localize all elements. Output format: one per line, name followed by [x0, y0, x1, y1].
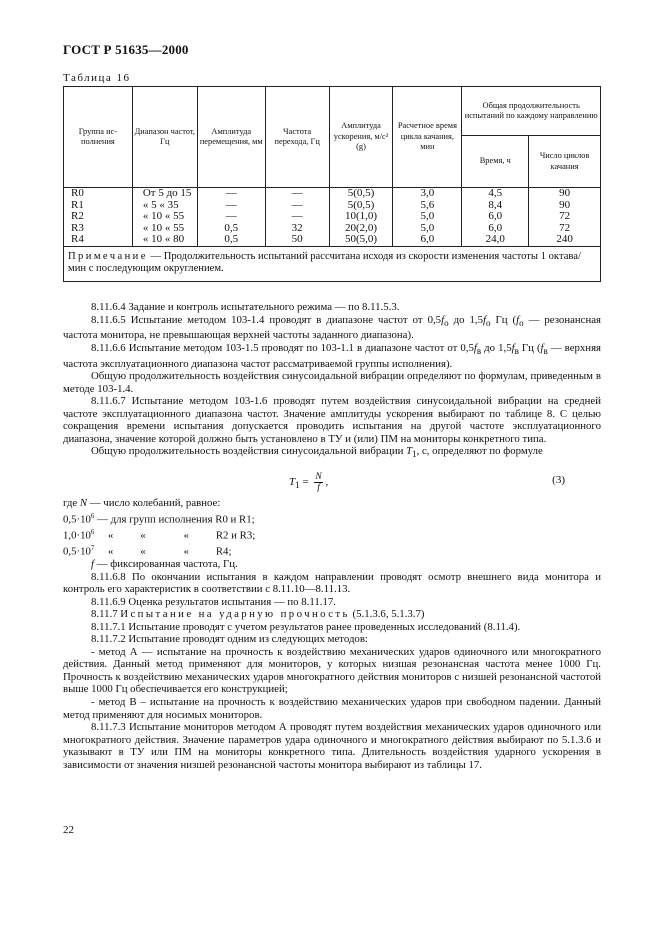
cell: « 10 « 80 — [142, 233, 185, 246]
text-span: — число колебаний, равное: — [87, 497, 221, 510]
standard-code: ГОСТ Р 51635—2000 — [63, 42, 189, 57]
col-cycles — [529, 188, 601, 247]
text-span: до 1,5 — [448, 313, 483, 326]
symbol-f: f — [516, 313, 520, 326]
para-formula-intro — [63, 445, 601, 461]
text-span: Общую продолжительность воздействия синусоидальной вибрации — [91, 445, 407, 458]
cell: 72 — [559, 221, 571, 234]
note-text: — Продолжительность испытаний рассчитана исходя из скорости изменения частоты 1 октава/мин с последующим округлением. — [68, 250, 581, 275]
cell: R3 — [71, 221, 84, 234]
equals-sign: = — [302, 476, 309, 489]
cell: R2 — [71, 210, 84, 223]
cell: 3,0 — [420, 187, 435, 199]
text-span: — для групп исполнения R0 и R1; — [94, 513, 255, 526]
cell: 5,6 — [420, 198, 435, 211]
symbol-f: f — [473, 341, 477, 354]
cell: R4 — [71, 233, 84, 246]
para-8-11-7 — [63, 608, 601, 621]
text-span: 1,0·10 — [63, 529, 91, 542]
subscript: o — [485, 317, 491, 328]
cell: 50 — [291, 233, 303, 246]
cell: 5,0 — [420, 210, 435, 223]
text-span: 0,5·10 — [63, 513, 91, 526]
text-span: , с, определяют по формуле — [416, 445, 543, 458]
text-span: Гц ( — [518, 341, 541, 354]
cell: 90 — [559, 198, 571, 211]
cell: 10(1,0) — [344, 210, 378, 223]
symbol-T: T — [406, 445, 413, 458]
cell: 0,5 — [224, 233, 239, 246]
para-8-11-6-8: 8.11.6.8 По окончании испытания в каждом направлении проводят осмотр внешнего вида монитора и контроль его характеристик в соответствии с 8.11.10—8.11.13. — [63, 570, 601, 596]
text-span: — верхняя частота эксплуатационного диапазона частот рассматриваемой группы исполнения). — [63, 341, 601, 370]
th-cycle-time: Расчетное время цикла качания, мин — [393, 87, 462, 188]
para-8-11-6-5 — [63, 314, 601, 342]
symbol-T: T — [289, 476, 296, 489]
cell: 4,5 — [488, 187, 503, 199]
section-heading: Испытание на ударную прочность — [120, 608, 350, 621]
cell: 20(2,0) — [344, 221, 378, 234]
text-span: « « « R4; — [94, 545, 232, 558]
text-span: « « « R2 и R3; — [94, 529, 256, 542]
cell: — — [291, 187, 303, 199]
subscript: 1 — [295, 480, 300, 491]
para-8-11-7-3: 8.11.7.3 Испытание мониторов методом А проводят путем воздействия механических ударов одиночного или многократного действия. Значение параметров удара одиночного и многократного действия выбирают по 5.1.3.6 и указывают в ТУ или ПМ на мониторы конкретного типа. Длительность воздействия ударного ускорения в зависимости от значения низшей резонансной частоты монитора выбирают из таблицы 17. — [63, 721, 601, 771]
table-note — [64, 246, 601, 281]
cell: 5(0,5) — [347, 187, 375, 199]
th-cycles: Число циклов качания — [529, 136, 601, 188]
cell: R0 — [71, 187, 84, 199]
formula-tail: , — [325, 476, 329, 489]
subscript: в — [476, 345, 482, 356]
cell: 6,0 — [488, 210, 503, 223]
method-a: - метод А — испытание на прочность к воздействию механических ударов одиночного или многократного действия. Данный метод применяют для мониторов, у которых низшая резонансная частота менее 1000 Гц. Прочность к воздействию механических ударов многократного действия мониторов с низшей резонансной частотой выше 1000 Гц обеспечивается его конструкцией; — [63, 645, 601, 696]
para-8-11-7-2: 8.11.7.2 Испытание проводят одним из следующих методов: — [91, 633, 368, 646]
body-text — [63, 301, 601, 771]
numerator: N — [315, 472, 322, 483]
th-acceleration: Амплитуда ускорения, м/с² (g) — [329, 87, 393, 188]
cell: 24,0 — [485, 233, 505, 246]
symbol-f: f — [511, 341, 515, 354]
subscript: в — [543, 345, 548, 356]
cell: « 10 « 55 — [142, 221, 185, 234]
cell: « 5 « 35 — [142, 198, 179, 211]
th-time-h: Время, ч — [462, 136, 529, 188]
denominator: f — [317, 483, 320, 494]
text-span: (5.1.3.6, 5.1.3.7) — [349, 608, 425, 621]
cell: 5(0,5) — [347, 198, 375, 211]
text-span: где — [63, 497, 80, 510]
cell: От 5 до 15 — [142, 187, 192, 199]
fraction — [314, 472, 322, 493]
table-data-row — [64, 188, 601, 247]
symbol-N: N — [79, 497, 88, 510]
col-displacement — [197, 188, 265, 247]
cell: 240 — [556, 233, 573, 246]
text-span: до 1,5 — [481, 341, 512, 354]
para-8-11-6-6 — [63, 342, 601, 370]
col-acceleration — [329, 188, 393, 247]
para-8-11-6-7: 8.11.6.7 Испытание методом 103-1.6 проводят путем воздействия синусоидальной вибрации на средней частоте эксплуатационного диапазона частот. Значение амплитуды ускорения выбирают по таблице 8. С целью сокращения времени испытания допускается проводить испытания на другой частоте эксплуатационного диапазона, значение которой должно быть установлено в ТУ и (или) ПМ на мониторы конкретного типа. — [63, 395, 601, 445]
exponent: 6 — [90, 527, 95, 536]
th-displacement: Амплитуда перемещения, мм — [197, 87, 265, 188]
cell: 6,0 — [488, 221, 503, 234]
col-time-h — [462, 188, 529, 247]
cell: — — [225, 198, 237, 211]
th-group: Группа ис-полнения — [64, 87, 133, 188]
f-definition — [63, 558, 601, 571]
cell: 50(5,0) — [344, 233, 378, 246]
para-total-duration: Общую продолжительность воздействия синусоидальной вибрации определяют по формулам, приведенным в методе 103-1.4. — [63, 370, 601, 395]
subscript: o — [519, 317, 524, 328]
subscript: o — [444, 317, 449, 328]
symbol-f: f — [540, 341, 544, 354]
symbol-f: f — [482, 313, 486, 326]
cell: « 10 « 55 — [142, 210, 185, 223]
cell: 90 — [559, 187, 571, 199]
th-range: Диапазон частот, Гц — [132, 87, 197, 188]
note-label: Примечание — [68, 250, 148, 262]
cell: 32 — [291, 221, 303, 234]
text-span: 8.11.7 — [91, 608, 121, 621]
text-span: Гц ( — [490, 313, 517, 326]
text-span: — резонансная частота монитора, не превышающая верхней частоты заданного диапазона). — [63, 313, 601, 342]
formula-number: (3) — [552, 474, 565, 487]
text-span: 8.11.6.5 Испытание методом 103-1.4 проводят в диапазоне частот от 0,5 — [91, 313, 442, 326]
cell: 72 — [559, 210, 571, 223]
text-span: 0,5·10 — [63, 545, 91, 558]
list-item — [63, 526, 601, 542]
col-group — [64, 188, 133, 247]
col-range — [132, 188, 197, 247]
cell: — — [225, 187, 237, 199]
cell: 5,0 — [420, 221, 435, 234]
exponent: 6 — [90, 511, 95, 520]
text-span: — фиксированная частота, Гц. — [94, 558, 238, 570]
list-item — [63, 542, 601, 558]
cell: — — [291, 198, 303, 211]
table-caption: Таблица 16 — [63, 72, 131, 84]
th-total-duration: Общая продолжительность испытаний по каждому направлению — [462, 87, 601, 136]
cell: — — [291, 210, 303, 223]
table-16 — [63, 86, 601, 282]
col-transition — [265, 188, 329, 247]
page-number: 22 — [63, 824, 74, 836]
method-b: - метод В – испытание на прочность к воздействию механических ударов при свободном падении. Данный метод применяют для носимых мониторов. — [63, 696, 601, 721]
symbol-f: f — [441, 313, 445, 326]
col-cycle-time — [393, 188, 462, 247]
text-span: 8.11.6.6 Испытание методом 103-1.5 проводят по 103-1.1 в диапазоне частот от 0,5 — [91, 341, 474, 354]
cell: 8,4 — [488, 198, 503, 211]
cell: R1 — [71, 198, 84, 211]
where-line — [63, 497, 601, 510]
list-item — [63, 510, 601, 526]
subscript: 1 — [412, 449, 417, 460]
formula-3 — [63, 461, 601, 497]
cell: 0,5 — [224, 221, 239, 234]
para-8-11-7-1: 8.11.7.1 Испытание проводят с учетом результатов ранее проведенных исследований (8.11.4). — [91, 620, 521, 633]
cell: — — [225, 210, 237, 223]
subscript: в — [514, 345, 519, 356]
para-8-11-6-4: 8.11.6.4 Задание и контроль испытательного режима — по 8.11.5.3. — [91, 301, 400, 313]
symbol-f: f — [91, 558, 94, 570]
exponent: 7 — [90, 543, 95, 552]
para-8-11-6-9: 8.11.6.9 Оценка результатов испытания — по 8.11.17. — [91, 595, 336, 608]
formula-expression — [289, 472, 328, 493]
th-transition: Частота перехода, Гц — [265, 87, 329, 188]
cell: 6,0 — [420, 233, 435, 246]
